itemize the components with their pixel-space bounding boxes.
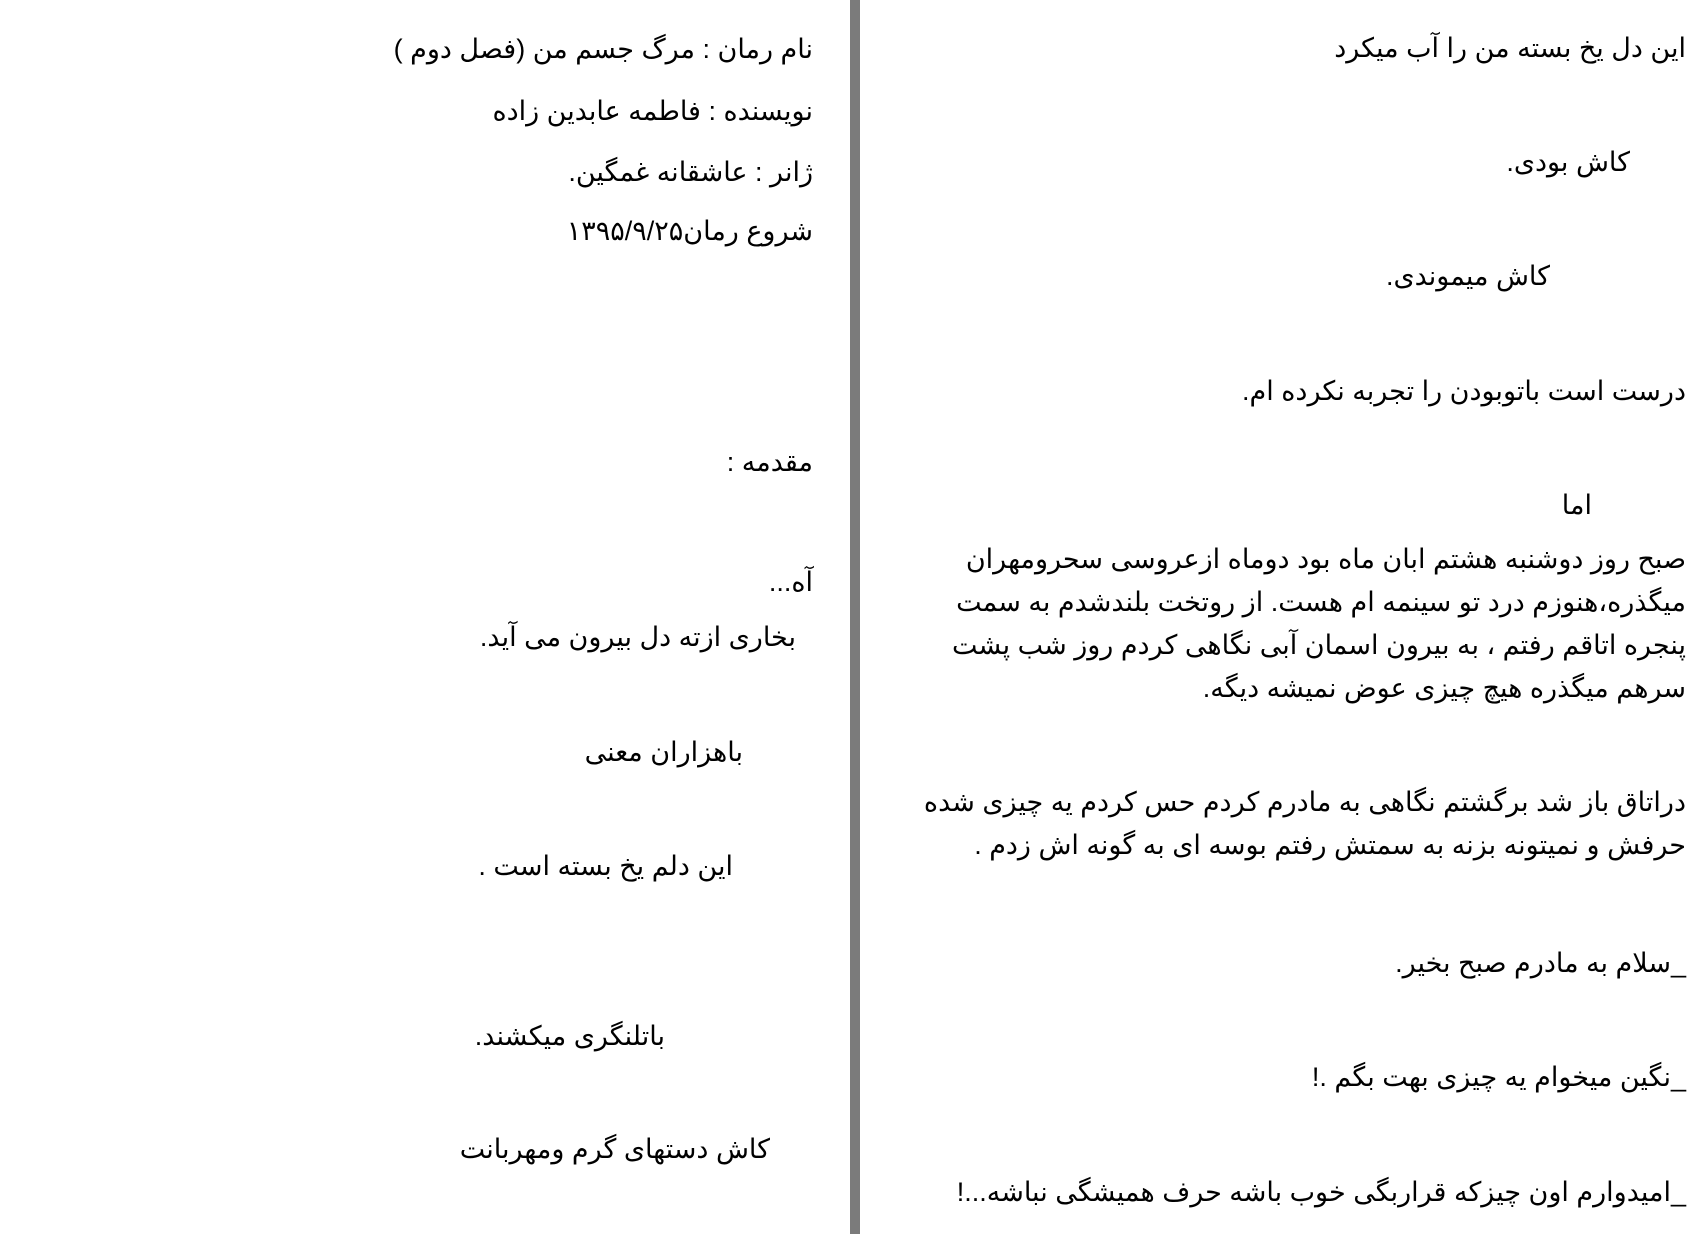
genre-line: ژانر : عاشقانه غمگین.: [568, 157, 813, 187]
right-page: [860, 0, 1707, 1234]
poem-line: کاش بودی.: [1506, 147, 1630, 177]
poem-line: این دل یخ بسته من را آب میکرد: [1334, 33, 1686, 63]
poem-line: این دلم یخ بسته است .: [478, 851, 733, 881]
story-paragraph: صبح روز دوشنبه هشتم ابان ماه بود دوماه ازعروسی سحرومهران میگذره،هنوزم درد تو سینمه ام هست. از روتخت بلندشدم به سمت پنجره اتاقم رفتم ، به بیرون اسمان آبی نگاهی کردم روز شب پشت سرهم میگذره هیچ چیزی عوض نمیشه دیگه.: [951, 544, 1686, 703]
author-line: نویسنده : فاطمه عابدین زاده: [492, 96, 813, 126]
page-divider: [850, 0, 860, 1234]
dialogue-line: _نگین میخوام یه چیزی بهت بگم .!: [1311, 1062, 1686, 1092]
poem-line: باهزاران معنی: [584, 737, 743, 767]
poem-line: آه...: [768, 567, 813, 597]
story-paragraph: دراتاق باز شد برگشتم نگاهی به مادرم کردم حس کردم یه چیزی شده حرفش و نمیتونه بزنه به سمتش رفتم بوسه ای به گونه اش زدم .: [923, 787, 1686, 860]
poem-line: کاش دستهای گرم ومهربانت: [459, 1134, 770, 1164]
dialogue-line: _سلام به مادرم صبح بخیر.: [1395, 948, 1686, 978]
dialogue-line: _امیدوارم اون چیزکه قراربگی خوب باشه حرف همیشگی نباشه...!: [956, 1177, 1686, 1207]
novel-title: نام رمان : مرگ جسم من (فصل دوم ): [393, 34, 813, 64]
intro-heading: مقدمه :: [726, 447, 813, 477]
poem-line: اما: [1561, 490, 1592, 520]
left-page: [0, 0, 850, 1234]
poem-line: بخاری ازته دل بیرون می آید.: [479, 622, 796, 652]
start-date-line: شروع رمان۱۳۹۵/۹/۲۵: [566, 216, 813, 246]
poem-line: درست است باتوبودن را تجربه نکرده ام.: [1242, 376, 1686, 406]
poem-line: کاش میموندی.: [1385, 261, 1550, 291]
poem-line: باتلنگری میکشند.: [474, 1021, 665, 1051]
